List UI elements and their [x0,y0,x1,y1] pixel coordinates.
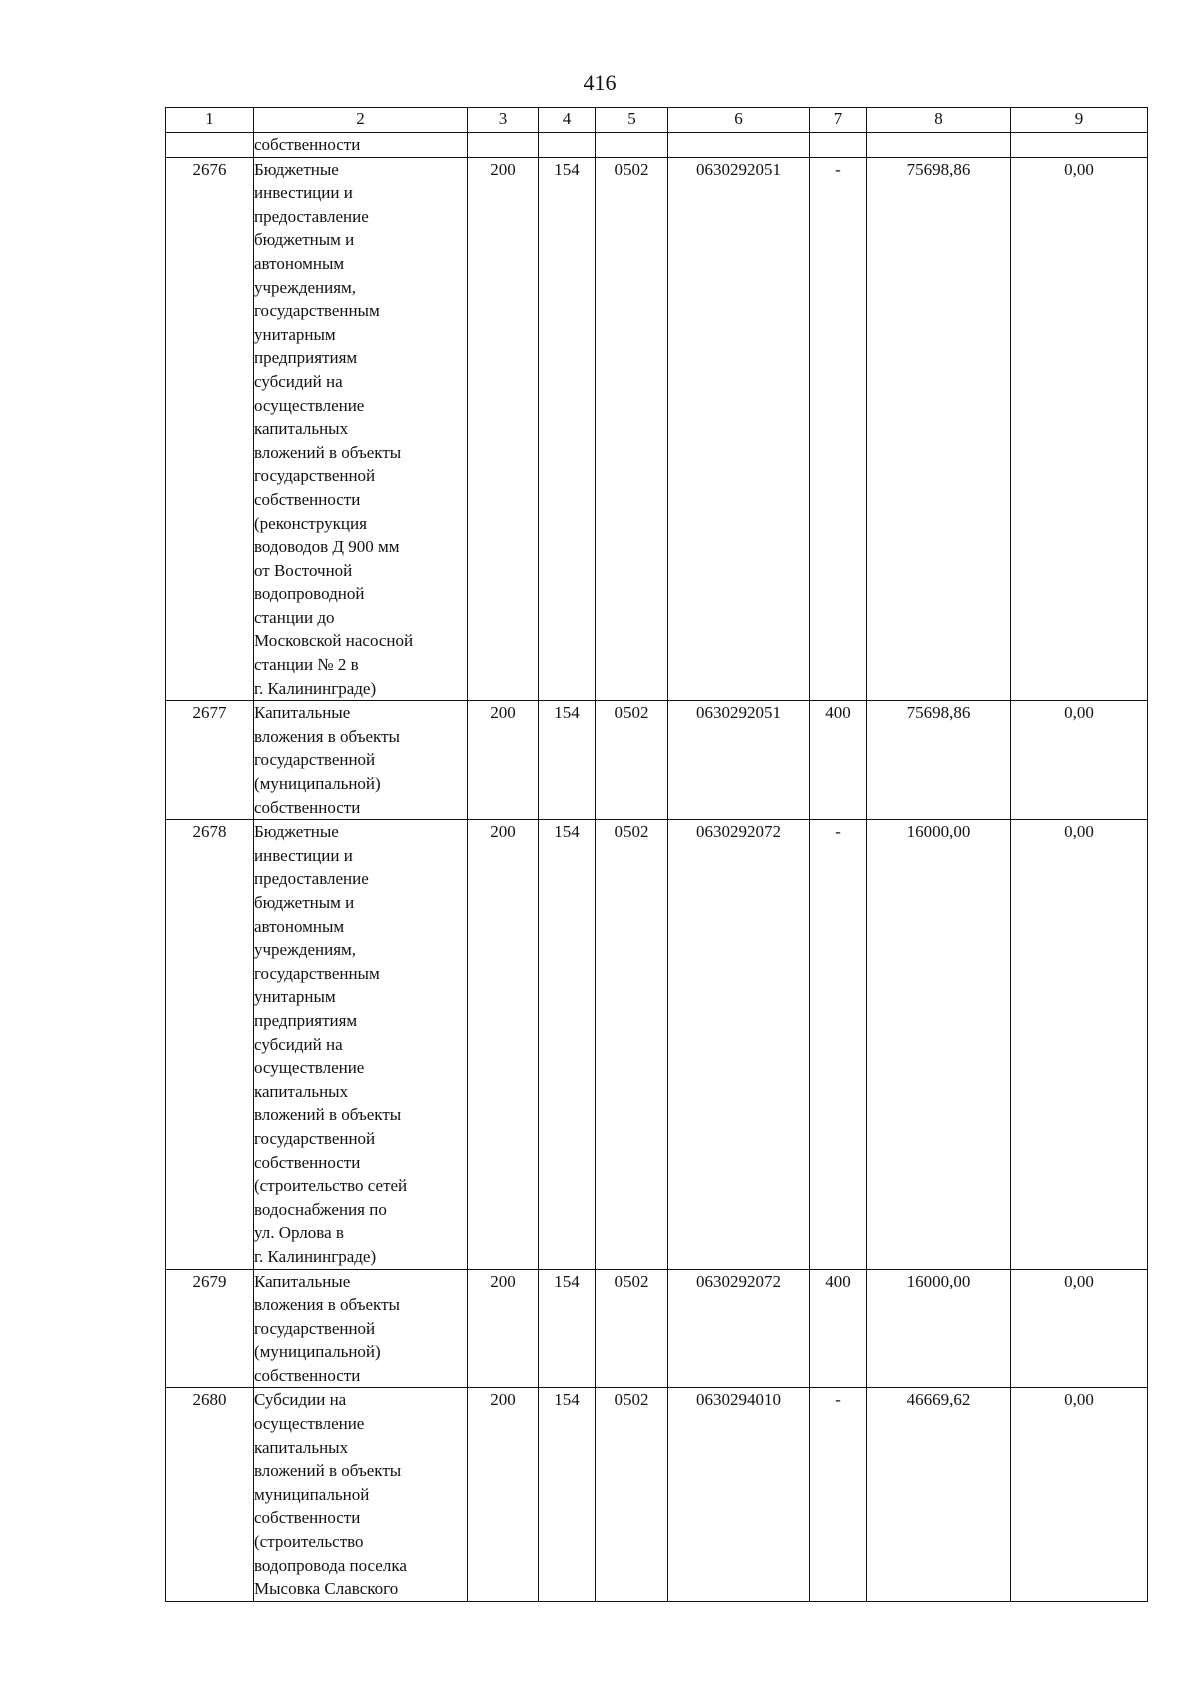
description-line: (строительство [254,1532,364,1552]
description-cell [254,1388,468,1601]
expense-type-cell: - [810,820,867,1269]
description-line: вложения в объекты [254,1295,400,1315]
description-line: бюджетным и [254,230,355,250]
description-line: унитарным [254,324,336,344]
description-line: Субсидии на [254,1390,347,1410]
description-line: вложения в объекты [254,726,400,746]
description-line: Мысовка Славского [254,1579,399,1599]
row-number-cell: 2678 [166,820,254,1269]
description-line: предоставление [254,869,369,889]
description-line: собственности [254,1365,361,1385]
row-number-cell [166,133,254,158]
description-cell [254,157,468,701]
subsection-code-cell: 0502 [596,1269,668,1388]
description-cell [254,701,468,820]
column-number-row [166,108,1148,133]
description-line: предприятиям [254,348,358,368]
description-line: водоводов Д 900 мм [254,537,400,557]
description-line: вложений в объекты [254,1105,402,1125]
column-number-cell: 1 [166,108,254,133]
column-number-cell: 4 [539,108,596,133]
target-article-cell: 0630292072 [668,820,810,1269]
section-code-cell: 200 [468,157,539,701]
amount-second-cell [1011,133,1148,158]
expense-type-cell: 400 [810,1269,867,1388]
row-number-cell: 2680 [166,1388,254,1601]
description-line: субсидий на [254,1034,343,1054]
table-row [166,1269,1148,1388]
target-article-cell [668,133,810,158]
target-article-cell: 0630292072 [668,1269,810,1388]
description-line: учреждениям, [254,277,357,297]
target-article-cell: 0630294010 [668,1388,810,1601]
ministry-code-cell [539,133,596,158]
column-number-cell: 9 [1011,108,1148,133]
ministry-code-cell: 154 [539,1269,596,1388]
expense-type-cell [810,133,867,158]
description-line: Бюджетные [254,159,339,179]
description-line: капитальных [254,1081,349,1101]
budget-table [165,107,1148,1602]
description-line: (муниципальной) [254,1342,381,1362]
ministry-code-cell: 154 [539,701,596,820]
ministry-code-cell: 154 [539,1388,596,1601]
description-line: государственным [254,963,380,983]
amount-second-cell: 0,00 [1011,701,1148,820]
table-row [166,133,1148,158]
table-row [166,1388,1148,1601]
amount-cell: 16000,00 [867,820,1011,1269]
description-line: водопровода поселка [254,1555,407,1575]
description-line: осуществление [254,1414,365,1434]
subsection-code-cell: 0502 [596,820,668,1269]
description-line: ул. Орлова в [254,1223,344,1243]
amount-second-cell: 0,00 [1011,1269,1148,1388]
expense-type-cell: 400 [810,701,867,820]
table-row [166,157,1148,701]
description-line: Бюджетные [254,822,339,842]
description-line: государственной [254,1318,376,1338]
description-line: собственности [254,1508,361,1528]
column-number-cell: 3 [468,108,539,133]
subsection-code-cell: 0502 [596,157,668,701]
amount-cell: 75698,86 [867,701,1011,820]
description-line: собственности [254,1152,361,1172]
column-number-cell: 5 [596,108,668,133]
amount-cell: 75698,86 [867,157,1011,701]
description-line: водопроводной [254,584,365,604]
description-line: г. Калининграде) [254,678,377,698]
subsection-code-cell: 0502 [596,1388,668,1601]
section-code-cell: 200 [468,1269,539,1388]
description-line: Капитальные [254,1271,351,1291]
column-number-cell: 2 [254,108,468,133]
description-line: (строительство сетей [254,1176,408,1196]
description-line: (муниципальной) [254,774,381,794]
description-cell [254,1269,468,1388]
subsection-code-cell: 0502 [596,701,668,820]
description-line: государственной [254,466,376,486]
ministry-code-cell: 154 [539,820,596,1269]
description-line: предприятиям [254,1010,358,1030]
section-code-cell: 200 [468,701,539,820]
expense-type-cell: - [810,157,867,701]
budget-table-body [166,108,1148,1602]
description-line: Капитальные [254,703,351,723]
amount-cell: 16000,00 [867,1269,1011,1388]
description-line: г. Калининграде) [254,1246,377,1266]
description-line: государственной [254,1128,376,1148]
amount-cell [867,133,1011,158]
amount-cell: 46669,62 [867,1388,1011,1601]
description-line: от Восточной [254,560,353,580]
description-line: станции № 2 в [254,655,359,675]
ministry-code-cell: 154 [539,157,596,701]
description-line: инвестиции и [254,845,353,865]
description-line: осуществление [254,395,365,415]
description-line: автономным [254,916,345,936]
description-line: капитальных [254,1437,349,1457]
description-line: (реконструкция [254,513,367,533]
row-number-cell: 2677 [166,701,254,820]
description-line: собственности [254,489,361,509]
description-line: государственным [254,301,380,321]
table-row [166,820,1148,1269]
description-line: станции до [254,607,335,627]
description-line: государственной [254,750,376,770]
description-line: учреждениям, [254,940,357,960]
row-number-cell: 2679 [166,1269,254,1388]
table-row [166,701,1148,820]
column-number-cell: 7 [810,108,867,133]
description-line: Московской насосной [254,631,414,651]
amount-second-cell: 0,00 [1011,157,1148,701]
amount-second-cell: 0,00 [1011,820,1148,1269]
expense-type-cell: - [810,1388,867,1601]
section-code-cell: 200 [468,1388,539,1601]
description-line: бюджетным и [254,893,355,912]
description-line: вложений в объекты [254,1461,402,1481]
description-line: муниципальной [254,1484,370,1504]
row-number-cell: 2676 [166,157,254,701]
description-line: унитарным [254,987,336,1007]
target-article-cell: 0630292051 [668,157,810,701]
section-code-cell: 200 [468,820,539,1269]
section-code-cell [468,133,539,158]
description-cell [254,820,468,1269]
description-line: водоснабжения по [254,1199,387,1219]
description-line: предоставление [254,206,369,226]
description-line: капитальных [254,419,349,439]
description-line: вложений в объекты [254,442,402,462]
description-line: инвестиции и [254,183,353,203]
description-cell [254,133,468,158]
target-article-cell: 0630292051 [668,701,810,820]
amount-second-cell: 0,00 [1011,1388,1148,1601]
column-number-cell: 6 [668,108,810,133]
description-line: собственности [254,135,361,154]
description-line: автономным [254,253,345,273]
page-number: 416 [583,70,617,95]
column-number-cell: 8 [867,108,1011,133]
description-line: осуществление [254,1058,365,1078]
description-line: субсидий на [254,371,343,391]
subsection-code-cell [596,133,668,158]
description-line: собственности [254,797,361,817]
